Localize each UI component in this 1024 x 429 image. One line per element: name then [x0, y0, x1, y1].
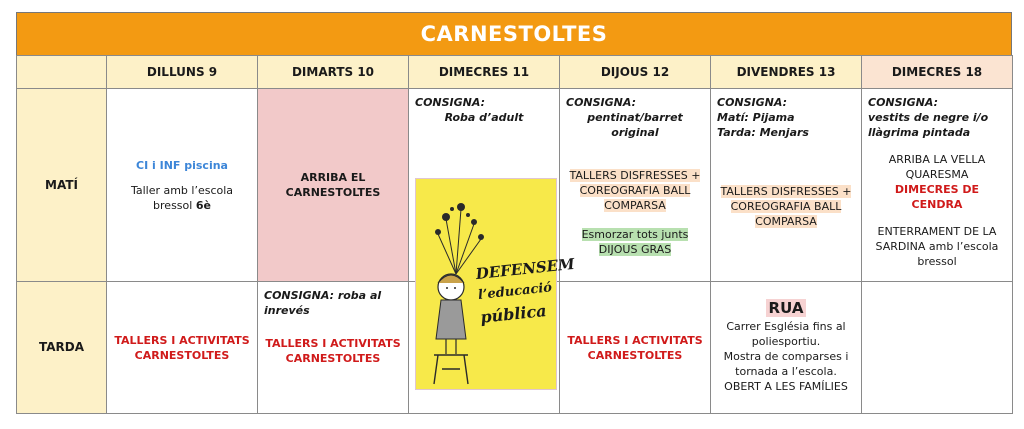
poster-line: DEFENSEM: [474, 254, 576, 284]
text-line: Carrer Església fins al: [726, 320, 846, 333]
cendra-label: DIMECRES DE CENDRA: [894, 183, 980, 211]
consigna-text: pentinat/barret: [587, 111, 683, 124]
header-day: DIMARTS 10: [258, 56, 409, 89]
text-line: COMPARSA: [755, 215, 817, 228]
consigna-label: CONSIGNA:: [264, 289, 334, 302]
cell-tarda-dijous: [560, 282, 711, 414]
header-day: DIMECRES 18: [862, 56, 1013, 89]
consigna-text: inrevés: [264, 304, 310, 317]
text-line: COREOGRAFIA BALL: [579, 184, 691, 197]
row-label-mati: MATÍ: [17, 89, 107, 282]
cell-mati-divendres: [711, 89, 862, 282]
consigna-text: Matí: Pijama: [717, 111, 795, 124]
text-line: OBERT A LES FAMÍLIES: [724, 380, 848, 393]
poster-line: l’educació: [477, 280, 553, 303]
text-line: COREOGRAFIA BALL: [730, 200, 842, 213]
header-corner: [17, 56, 107, 89]
text-line: QUARESMA: [905, 168, 969, 181]
header-day: DIMECRES 11: [409, 56, 560, 89]
text-line: TALLERS I ACTIVITATS: [265, 337, 401, 350]
text-line: DIJOUS GRAS: [598, 243, 672, 256]
poster-text: [474, 254, 576, 329]
schedule: [16, 12, 1012, 414]
text-line: poliesportiu.: [751, 335, 821, 348]
text-line: Esmorzar tots junts: [581, 228, 689, 241]
text-line: SARDINA amb l’escola: [875, 240, 999, 253]
text-line: CARNESTOLTES: [285, 352, 381, 365]
rua-block: [711, 301, 861, 317]
text-line: tornada a l’escola.: [735, 365, 837, 378]
tallers-block: [717, 184, 855, 229]
consigna-text: Roba d’adult: [444, 111, 524, 124]
text-line: [107, 198, 257, 213]
text-line: Taller amb l’escola: [130, 183, 234, 197]
cell-tarda-dilluns: [107, 282, 258, 414]
text-line: Mostra de comparses i: [723, 350, 849, 363]
header-day: DIJOUS 12: [560, 56, 711, 89]
consigna-label: CONSIGNA:: [566, 96, 636, 109]
text-line: CI i INF piscina: [136, 158, 228, 172]
consigna-text: Tarda: Menjars: [717, 126, 809, 139]
text-line: CARNESTOLTES: [285, 186, 381, 199]
header-day: DILLUNS 9: [107, 56, 258, 89]
consigna-text: original: [611, 126, 659, 139]
text-line: COMPARSA: [604, 199, 666, 212]
text-line: TALLERS DISFRESSES +: [569, 169, 701, 182]
poster-line: pública: [479, 300, 548, 327]
text-line: ARRIBA EL: [300, 171, 366, 184]
header-day: DIVENDRES 13: [711, 56, 862, 89]
text-line: ENTERRAMENT DE LA: [877, 225, 997, 238]
text-part: bressol: [153, 198, 196, 212]
text-part: 6è: [195, 198, 211, 212]
cell-mati-dilluns: [107, 89, 258, 282]
row-label-tarda: TARDA: [17, 282, 107, 414]
consigna-text: roba al: [334, 289, 382, 302]
text-line: TALLERS I ACTIVITATS: [567, 333, 703, 347]
cell-tarda-dimarts: [258, 282, 409, 414]
consigna-line: [264, 288, 402, 303]
text-line: bressol: [917, 255, 957, 268]
poster-image: [415, 178, 576, 390]
consigna-text: vestits de negre i/o: [868, 111, 989, 124]
cell-mati-dimarts: [258, 89, 409, 282]
text-line: CARNESTOLTES: [134, 348, 230, 362]
rua-label: RUA: [766, 299, 807, 317]
consigna-text: llàgrima pintada: [868, 126, 971, 139]
text-line: TALLERS DISFRESSES +: [720, 185, 852, 198]
esmorzar-block: [566, 227, 704, 257]
consigna-label: CONSIGNA:: [717, 96, 787, 109]
consigna-label: CONSIGNA:: [868, 96, 938, 109]
text-line: TALLERS I ACTIVITATS: [114, 333, 250, 347]
text-line: ARRIBA LA VELLA: [888, 153, 986, 166]
tallers-block: [566, 168, 704, 213]
cell-tarda-divendres: [711, 282, 862, 414]
cell-mati-dimecres18: [862, 89, 1013, 282]
cell-mati-dijous: [560, 89, 711, 282]
consigna-label: CONSIGNA:: [415, 96, 485, 109]
cell-tarda-dimecres18: [862, 282, 1013, 414]
page-title: CARNESTOLTES: [16, 12, 1012, 56]
text-line: CARNESTOLTES: [587, 348, 683, 362]
